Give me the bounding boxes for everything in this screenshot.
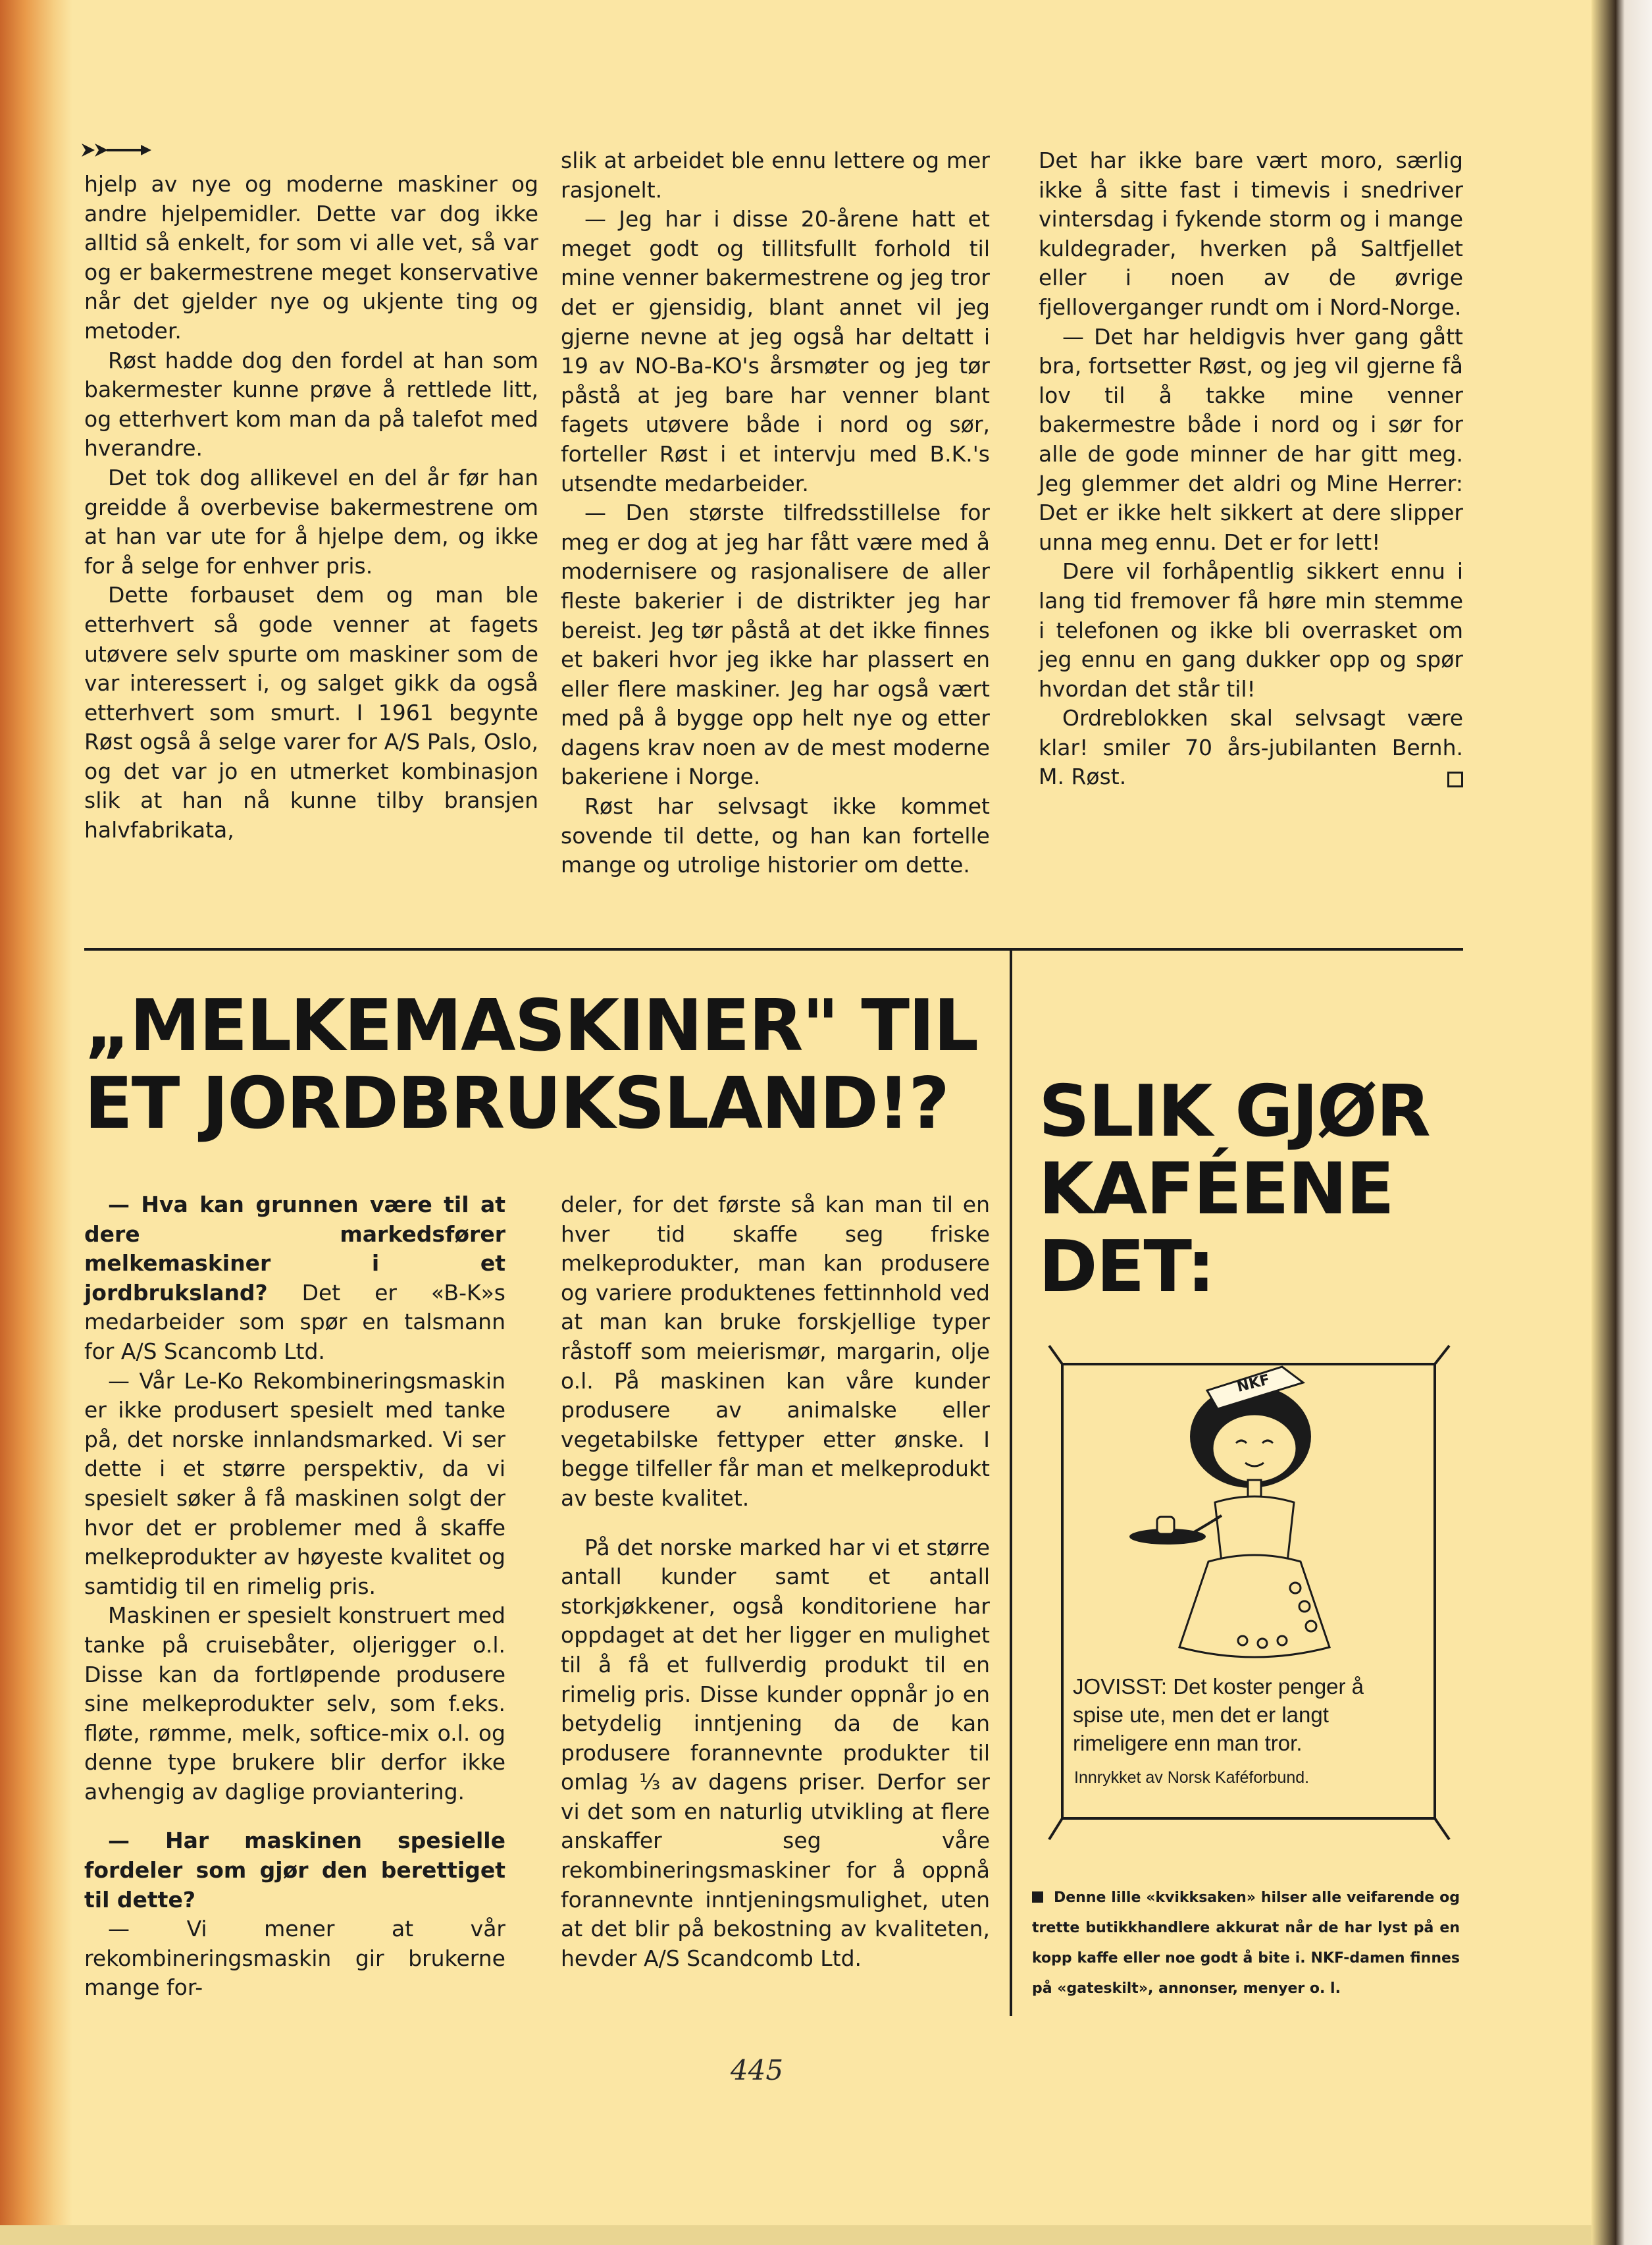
sidebar-title — [1039, 1070, 1460, 1308]
paragraph: — Vi mener at vår rekombineringsmaskin gir brukerne mange for- — [84, 1916, 505, 2001]
section-divider — [84, 948, 1463, 951]
paragraph: Dette forbauset dem og man ble etterhvert så gode venner at fagets utøvere selv spurte om maskiner som de var interessert i, og salget gikk da også etterhvert som smurt. I 1961 begynte Røst også å selge varer for A/S Pals, Oslo, og det var jo en utmerket kombinasjon slik at han nå kunne tilby bransjen halvfabrikata, — [84, 582, 538, 843]
page-edge-shadow — [1591, 0, 1652, 2245]
paragraph: Det har ikke bare vært moro, særlig ikke å sitte fast i timevis i snedriver vintersdag i fykende storm og i mange kuldegrader, hverken på Saltfjellet eller i noen av de øvrige fjelloverganger rundt om i Nord-Norge. — [1039, 147, 1463, 320]
article-column-1 — [84, 1190, 505, 2003]
paragraph: Maskinen er spesielt konstruert med tanke på cruisebåter, oljerigger o.l. Disse kan da fortløpende produsere sine melkeprodukter selv, som f.eks. fløte, rømme, melk, softice-mix o.l. og denne type brukere blir derfor ikke avhengig av daglige proviantering. — [84, 1602, 505, 1805]
continuation-arrow-icon — [80, 140, 153, 161]
nkf-badge: NKF — [1235, 1371, 1272, 1396]
paragraph: hjelp av nye og moderne maskiner og andre hjelpemidler. Dette var dog ikke alltid så enkelt, for som vi alle vet, så var og er bakermestrene meget konservative når det gjelder nye og ukjente ting og metoder. — [84, 171, 538, 344]
paragraph: — Det har heldigvis hver gang gått bra, fortsetter Røst, og jeg vil gjerne få lov til å takke mine venner bakermestre både i nord og i sør for alle de gode minner de har gitt meg. Jeg glemmer det aldri og Mine Herrer: Det er ikke helt sikkert at dere slipper unna meg ennu. Det er for lett! — [1039, 323, 1463, 555]
article-column-2 — [561, 1190, 990, 1973]
illustration-caption: JOVISST: Det koster penger å spise ute, men det er langt rimeligere enn man tror. — [1073, 1674, 1364, 1755]
question: — Hva kan grunnen være til at dere markedsfører melkemaskiner i et jordbruksland? — [84, 1192, 505, 1306]
sidebar-title-line: SLIK GJØR — [1039, 1070, 1430, 1153]
bottom-edge — [0, 2225, 1652, 2245]
article-headline — [84, 985, 979, 1145]
paragraph: Røst hadde dog den fordel at han som bakermester kunne prøve å rettlede litt, og etterhvert kom man da på talefot med hverandre. — [84, 347, 538, 462]
paragraph: Det tok dog allikevel en del år før han greidde å overbevise bakermestrene om at han var ute for å hjelpe dem, og ikke for å selge for enhver pris. — [84, 464, 538, 579]
column-divider — [1010, 948, 1012, 2016]
sidebar-title-line: KAFÉENE — [1039, 1148, 1393, 1230]
headline-line-1: „MELKEMASKINER" TIL — [84, 985, 978, 1067]
paragraph — [1039, 704, 1463, 792]
binding-shadow — [0, 0, 72, 2245]
page-number: 445 — [730, 2054, 784, 2086]
paragraph: På det norske marked har vi et større antall kunder samt et antall storkjøkkener, også konditoriene har oppdaget at det her ligger en mulighet til å få et fullverdig produkt til en rimelig pris. Disse kunder oppnår jo en betydelig inntjening da de kan produsere forannevnte produkter til omlag ⅓ av dagens priser. Derfor ser vi det som en naturlig utvikling at flere anskaffer seg våre rekombineringsmaskiner for å oppnå forannevnte inntjeningsmulighet, uten at det blir på bekostning av kvaliteten, hevder A/S Scandcomb Ltd. — [561, 1534, 990, 1971]
illustration-credit: Innrykket av Norsk Kaféforbund. — [1074, 1768, 1310, 1787]
top-edge — [0, 0, 1652, 12]
paragraph-text: Det er «B-K»s medarbeider som spør en talsmann for A/S Scancomb Ltd. — [84, 1279, 505, 1364]
paragraph — [84, 1190, 505, 1367]
paragraph: — Vår Le-Ko Rekombineringsmaskin er ikke produsert spesielt med tanke på, det norske innlandsmarked. Vi ser dette i et større perspektiv, da vi spesielt søker å få maskinen solgt der hvor det er problemer med å skaffe melkeprodukter av høyeste kvalitet og samtidig til en rimelig pris. — [84, 1367, 505, 1599]
paragraph: Dere vil forhåpentlig sikkert ennu i lang tid fremover få høre min stemme i telefonen og ikke bli overrasket om jeg ennu en gang dukker opp og spør hvordan det står til! — [1039, 558, 1463, 702]
sidebar-title-line: DET: — [1039, 1226, 1214, 1308]
top-column-2 — [561, 146, 990, 880]
end-of-article-mark — [1447, 772, 1463, 787]
paragraph-text: Ordreblokken skal selvsagt være klar! smiler 70 års-jubilanten Bernh. M. Røst. — [1039, 705, 1463, 790]
paragraph: slik at arbeidet ble ennu lettere og mer rasjonelt. — [561, 147, 990, 203]
paragraph: deler, for det første så kan man til en hver tid skaffe seg friske melkeprodukter, man kan produsere og variere produktenes fettinnhold ved at man kan bruke forskjellige typer råstoff som meierismør, margarin, olje o.l. På maskinen kan våre kunder produsere av animalske eller vegetabilske fettyper etter ønske. I begge tilfeller får man et melkeprodukt av beste kvalitet. — [561, 1192, 990, 1511]
bullet-square-icon — [1032, 1891, 1043, 1903]
paragraph: — Den største tilfredsstillelse for meg er dog at jeg har fått være med å modernisere og rasjonalisere de aller fleste bakerier i de distrikter jeg har bereist. Jeg tør påstå at det ikke finnes et bakeri hvor jeg ikke har plassert en eller flere maskiner. Jeg har også vært med på å bygge opp helt nye og etter dagens krav noen av de mest moderne bakeriene i Norge. — [561, 500, 990, 790]
top-column-1 — [84, 170, 538, 845]
paragraph: Røst har selvsagt ikke kommet sovende til dette, og han kan fortelle mange og utrolige historier om dette. — [561, 793, 990, 878]
top-column-3 — [1039, 146, 1463, 792]
question: — Har maskinen spesielle fordeler som gjør den berettiget til dette? — [84, 1828, 505, 1913]
sidebar-note-text: Denne lille «kvikksaken» hilser alle veifarende og trette butikkhandlere akkurat når de har lyst på en kopp kaffe eller noe godt å bite i. NKF-damen finnes på «gateskilt», annonser, menyer o. l. — [1032, 1889, 1460, 1997]
sidebar-note — [1032, 1883, 1460, 2004]
headline-line-2: ET JORDBRUKSLAND!? — [84, 1063, 948, 1145]
paragraph: — Jeg har i disse 20-årene hatt et meget godt og tillitsfullt forhold til mine venner bakermestrene og jeg tror det er gjensidig, blant annet vil jeg gjerne nevne at jeg også har deltatt i 19 av NO-Ba-KO's årsmøter og jeg tør påstå at jeg bare har venner blant fagets utøvere både i nord og sør, forteller Røst i et intervju med B.K.'s utsendte medarbeider. — [561, 206, 990, 496]
